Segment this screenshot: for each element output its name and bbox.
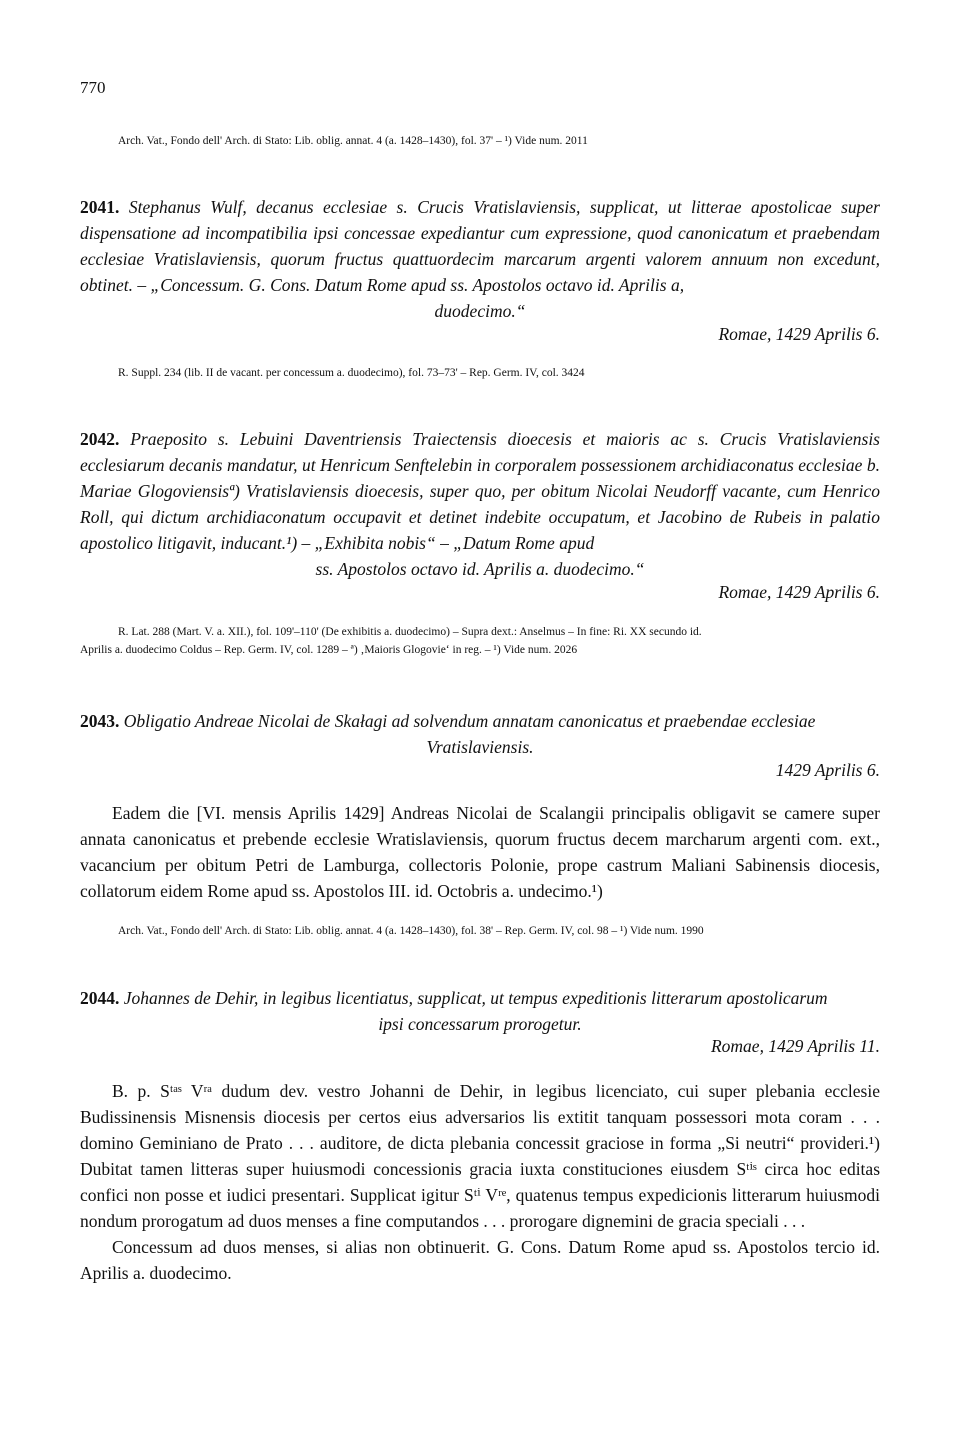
entry-2043-heading	[80, 708, 880, 760]
entry-2041-date: Romae, 1429 Aprilis 6.	[718, 324, 880, 344]
entry-2044-body	[80, 1078, 880, 1286]
source-note-line: Aprilis a. duodecimo Coldus – Rep. Germ. IV, col. 1289 – ª) ‚Maioris Glogovie‘ in reg. – ¹) Vide num. 2026	[80, 644, 578, 656]
entry-2043-date: 1429 Aprilis 6.	[775, 760, 880, 780]
entry-number: 2044.	[80, 988, 120, 1008]
entry-2041-source-note: R. Suppl. 234 (lib. II de vacant. per concessum a. duodecimo), fol. 73–73' – Rep. Germ. IV, col. 3424	[118, 367, 585, 379]
entry-2043-body	[80, 800, 880, 904]
body-paragraph: Concessum ad duos menses, si alias non obtinuerit. G. Cons. Datum Rome apud ss. Apostolos tercio id. Aprilis a. duodecimo.	[80, 1237, 880, 1283]
source-note-line: R. Lat. 288 (Mart. V. a. XII.), fol. 109'–110' (De exhibitis a. duodecimo) – Supra dext.: Anselmus – In fine: Ri. XX secundo id.	[118, 626, 702, 638]
entry-2042-source-note	[80, 623, 880, 659]
entry-heading-text: Stephanus Wulf, decanus ecclesiae s. Crucis Vratislaviensis, supplicat, ut litterae apostolicae super dispensatione ad incompatibilia ipsi concessae expediantur cum expressione, quod canonicatum et praebendam ecclesiae Vratislaviensis, quorum fructus quattuordecim marcarum argenti valorem annuum non excedunt, obtinet. – „Concessum. G. Cons. Datum Rome apud ss. Apostolos octavo id. Aprilis a,	[80, 197, 880, 295]
entry-heading-end: Vratislaviensis.	[426, 737, 534, 757]
body-paragraph: Eadem die [VI. mensis Aprilis 1429] Andreas Nicolai de Scalangii principalis obligavit se camere super annata canonicatus et prebende ecclesie Wratislaviensis, quorum fructus decem marcharum argenti com. ext., vacancium per obitum Petri de Lamburga, collectoris Polonie, prope castrum Maliani Sabinensis diocesis, collatorum eidem Rome apud ss. Apostolos III. id. Octobris a. undecimo.¹)	[80, 803, 880, 901]
entry-heading-text: Obligatio Andreae Nicolai de Skałagi ad solvendum annatam canonicatus et praebendae ecclesiae	[119, 711, 816, 731]
entry-heading-text: Johannes de Dehir, in legibus licentiatus, supplicat, ut tempus expeditionis litterarum apostolicarum	[119, 988, 828, 1008]
entry-heading-end: ss. Apostolos octavo id. Aprilis a. duodecimo.“	[315, 559, 645, 579]
entry-2042-date: Romae, 1429 Aprilis 6.	[718, 582, 880, 602]
page-number: 770	[80, 78, 106, 97]
entry-2042-heading	[80, 426, 880, 582]
entry-heading-text: Praeposito s. Lebuini Daventriensis Traiectensis dioecesis et maioris ac s. Crucis Vratislaviensis ecclesiarum decanis mandatur, ut Henricum Senftelebin in corporalem possessionem archidiaconatus ecclesiae b. Mariae Glogoviensisª) Vratislaviensis dioecesis, super quo, per obitum Nicolai Neudorff vacante, cum Henrico Roll, qui dictum archidiaconatum occupavit et detinet indebite occupatum, et Jacobino de Rubeis in palatio apostolico litigavit, inducant.¹) – „Exhibita nobis“ – „Datum Rome apud	[80, 429, 880, 553]
entry-2041-heading	[80, 194, 880, 324]
entry-2043-source-note: Arch. Vat., Fondo dell' Arch. di Stato: Lib. oblig. annat. 4 (a. 1428–1430), fol. 38' – Rep. Germ. IV, col. 98 – ¹) Vide num. 1990	[118, 925, 704, 937]
body-paragraph: B. p. Sᵗᵃˢ Vʳᵃ dudum dev. vestro Johanni de Dehir, in legibus licenciato, cui super plebania ecclesie Budissinensis Misnensis diocesis per certos eius adversarios lis extitit tanquam possessori mota coram . . . domino Geminiano de Prato . . . auditore, de dicta plebania concessit graciose in forma „Si neutri“ provideri.¹) Dubitat tamen litteras super huiusmodi concessionis gracia iuxta constituciones eiusdem Sᵗⁱˢ circa hoc editas confici non posse et iudici presentari. Supplicat igitur Sᵗⁱ Vʳᵉ, quatenus tempus expedicionis litterarum huiusmodi nondum prorogatum ad duos menses a fine computandos . . . prorogare dignemini de gracia speciali . . .	[80, 1081, 880, 1231]
entry-2044-heading	[80, 985, 880, 1037]
entry-2044-date: Romae, 1429 Aprilis 11.	[710, 1036, 880, 1056]
entry-heading-end: duodecimo.“	[434, 301, 526, 321]
entry-number: 2041.	[80, 197, 120, 217]
entry-number: 2043.	[80, 711, 120, 731]
entry-number: 2042.	[80, 429, 120, 449]
entry-heading-end: ipsi concessarum prorogetur.	[378, 1014, 582, 1034]
footnote-archival-reference: Arch. Vat., Fondo dell' Arch. di Stato: Lib. oblig. annat. 4 (a. 1428–1430), fol. 37' – ¹) Vide num. 2011	[118, 135, 588, 147]
